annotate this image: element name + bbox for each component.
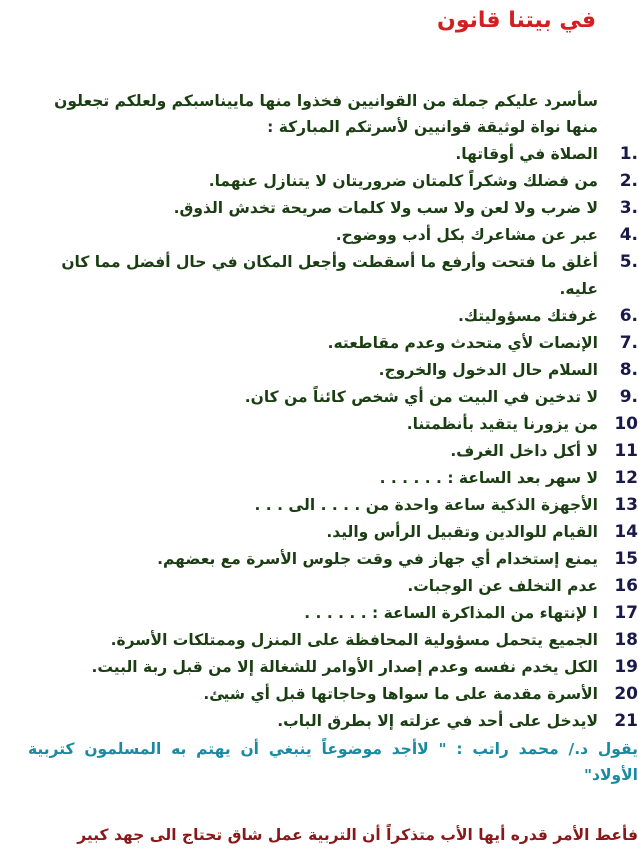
rule-item bbox=[30, 330, 638, 357]
rule-item bbox=[30, 492, 638, 519]
rule-text: من فضلك وشكراً كلمتان ضروريتان لا يتنازل عنهما. bbox=[208, 172, 598, 190]
quote-paragraph: يقول د./ محمد راتب : " لاأجد موضوعاً ينبغي أن يهتم به المسلمون كتربية الأولاد" bbox=[28, 740, 638, 784]
rule-text: الأجهزة الذكية ساعة واحدة من . . . . الى . . . bbox=[254, 496, 598, 514]
rule-number: 5. bbox=[619, 252, 638, 272]
rule-text: لا سهر بعد الساعة : . . . . . . bbox=[379, 469, 598, 487]
rule-item bbox=[30, 411, 638, 438]
rule-item bbox=[30, 573, 638, 600]
rule-item bbox=[30, 600, 638, 627]
rule-number: 9. bbox=[619, 387, 638, 407]
rule-text: لا أكل داخل الغرف. bbox=[450, 442, 598, 460]
rule-item bbox=[30, 627, 638, 654]
rule-item bbox=[30, 357, 638, 384]
rule-text: عبر عن مشاعرك بكل أدب ووضوح. bbox=[335, 226, 598, 244]
rule-item bbox=[30, 168, 638, 195]
rule-number: 15 bbox=[614, 549, 638, 569]
rule-text: أغلق ما فتحت وأرفع ما أسقطت وأجعل المكان في حال أفضل مما كان عليه. bbox=[61, 253, 598, 298]
rule-number: 1. bbox=[619, 144, 638, 164]
rule-text: لا تدخين في البيت من أي شخص كائناً من كان. bbox=[244, 388, 598, 406]
rule-item bbox=[30, 519, 638, 546]
intro-paragraph: سأسرد عليكم جملة من القوانيين فخذوا منها ماييناسبكم ولعلكم تجعلون منها نواة لوثيقة قوانيين لأسرتكم المباركة : bbox=[54, 92, 598, 136]
rule-number: 6. bbox=[619, 306, 638, 326]
rule-number: 2. bbox=[619, 171, 638, 191]
rule-number: 4. bbox=[619, 225, 638, 245]
rule-text: الجميع يتحمل مسؤولية المحافظة على المنزل وممتلكات الأسرة. bbox=[110, 631, 598, 649]
rule-item bbox=[30, 465, 638, 492]
rule-text: ا لإنتهاء من المذاكرة الساعة : . . . . . . bbox=[304, 604, 598, 622]
rule-number: 19 bbox=[614, 657, 638, 677]
rule-item bbox=[30, 195, 638, 222]
rule-number: 8. bbox=[619, 360, 638, 380]
rule-number: 16 bbox=[614, 576, 638, 596]
rule-number: 12 bbox=[614, 468, 638, 488]
rule-item bbox=[30, 384, 638, 411]
rule-item bbox=[30, 546, 638, 573]
rule-item bbox=[30, 141, 638, 168]
rule-text: من يزورنا يتقيد بأنظمتنا. bbox=[406, 415, 598, 433]
rule-number: 14 bbox=[614, 522, 638, 542]
rule-text: يمنع إستخدام أي جهاز في وقت جلوس الأسرة مع بعضهم. bbox=[157, 550, 598, 568]
page-title: في بيتنا قانون bbox=[437, 8, 596, 33]
rule-text: السلام حال الدخول والخروج. bbox=[378, 361, 598, 379]
rule-text: الكل يخدم نفسه وعدم إصدار الأوامر للشغالة إلا من قبل ربة البيت. bbox=[91, 658, 598, 676]
rule-text: الصلاة في أوقاتها. bbox=[455, 145, 598, 163]
rules-list bbox=[30, 141, 638, 735]
closing-paragraph: فأعط الأمر قدره أيها الأب متذكراً أن التربية عمل شاق تحتاج الى جهد كبير bbox=[77, 826, 638, 844]
rule-number: 13 bbox=[614, 495, 638, 515]
rule-number: 18 bbox=[614, 630, 638, 650]
rule-item bbox=[30, 681, 638, 708]
rule-number: 17 bbox=[614, 603, 638, 623]
rule-item bbox=[30, 222, 638, 249]
rule-item bbox=[30, 438, 638, 465]
rule-number: 10 bbox=[614, 414, 638, 434]
rule-number: 20 bbox=[614, 684, 638, 704]
rule-text: القيام للوالدين وتقبيل الرأس واليد. bbox=[326, 523, 598, 541]
rule-text: غرفتك مسؤوليتك. bbox=[457, 307, 598, 325]
rule-item bbox=[30, 249, 638, 303]
rule-number: 21 bbox=[614, 711, 638, 731]
rule-number: 3. bbox=[619, 198, 638, 218]
rule-number: 7. bbox=[619, 333, 638, 353]
rule-text: لايدخل على أحد في عزلته إلا بطرق الباب. bbox=[277, 712, 598, 730]
rule-text: عدم التخلف عن الوجبات. bbox=[407, 577, 598, 595]
rule-text: الإنصات لأي متحدث وعدم مقاطعته. bbox=[327, 334, 598, 352]
rule-text: الأسرة مقدمة على ما سواها وحاجاتها قبل أي شيئ. bbox=[203, 685, 598, 703]
rule-number: 11 bbox=[614, 441, 638, 461]
rule-text: لا ضرب ولا لعن ولا سب ولا كلمات صريحة تخدش الذوق. bbox=[173, 199, 598, 217]
rule-item bbox=[30, 303, 638, 330]
rule-item bbox=[30, 708, 638, 735]
rule-item bbox=[30, 654, 638, 681]
